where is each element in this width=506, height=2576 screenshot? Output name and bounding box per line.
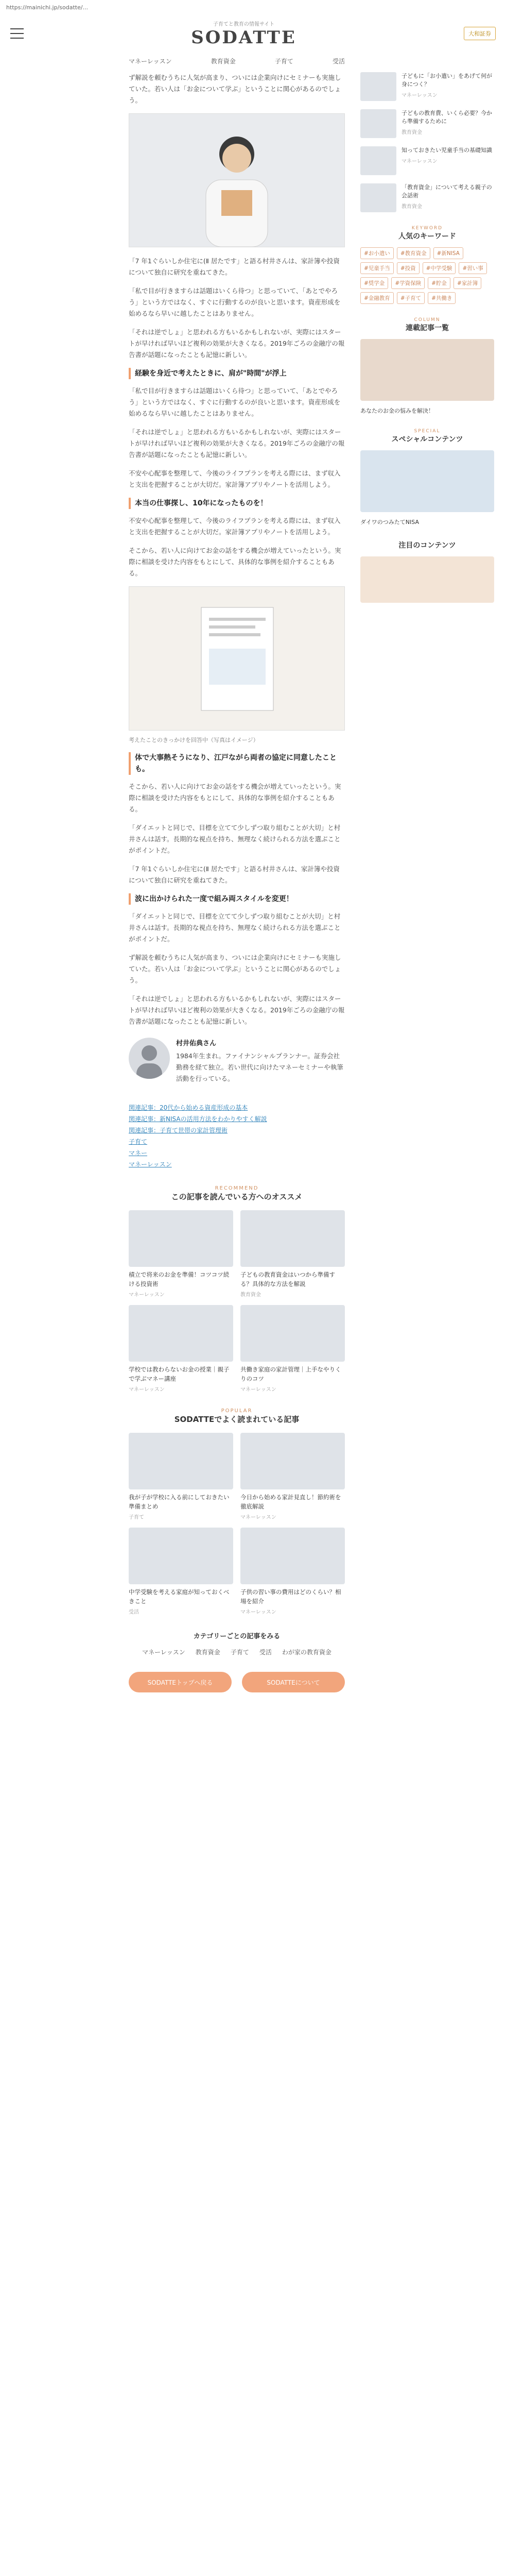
top-button[interactable]: SODATTEトップへ戻る bbox=[129, 1672, 232, 1692]
keyword-tag[interactable]: #中学受験 bbox=[423, 262, 456, 274]
keyword-tag[interactable]: #貯金 bbox=[428, 277, 450, 289]
article-card[interactable]: 積立で将来のお金を準備！コツコツ続ける投資術 マネーレッスン bbox=[129, 1210, 233, 1298]
article-thumbnail bbox=[360, 146, 396, 175]
tag-link[interactable]: マネーレッスン bbox=[129, 1161, 172, 1168]
paragraph: 「私で目が行きますらは話題はいくら待つ」と思っていて、「あとでやろう」という方ではなく、すぐに行動するのが良いと思います。資産形成を始めるなら早いに越したことはありません。 bbox=[129, 287, 341, 317]
column-heading: COLUMN 連載記事一覧 bbox=[406, 317, 449, 332]
paragraph: そこから、若い人に向けてお金の話をする機会が増えていったという。実際に相談を受けた内容をもとにして、具体的な事例を紹介することもある。 bbox=[129, 783, 341, 813]
related-link[interactable]: 関連記事：子育て世帯の家計管理術 bbox=[129, 1127, 228, 1134]
keyword-tag[interactable]: #投資 bbox=[397, 262, 420, 274]
section-heading: 本当の仕事探し、10年になったものを！ bbox=[129, 498, 345, 509]
document-illustration bbox=[186, 602, 289, 716]
article-thumbnail bbox=[360, 183, 396, 212]
related-links bbox=[129, 1102, 345, 1170]
article-thumbnail bbox=[360, 109, 396, 138]
special-caption: ダイワのつみたてNISA bbox=[360, 519, 419, 526]
logo[interactable] bbox=[191, 20, 296, 48]
article-thumbnail bbox=[360, 72, 396, 101]
photo-caption: 考えたことのきっかけを回答中（写真はイメージ） bbox=[129, 737, 259, 743]
article-card[interactable]: 我が子が学校に入る前にしておきたい準備まとめ 子育て bbox=[129, 1433, 233, 1520]
category-link[interactable]: マネーレッスン bbox=[142, 1649, 185, 1656]
keyword-tag[interactable]: #金融教育 bbox=[360, 292, 394, 304]
paragraph: 「ダイエットと同じで、目標を立てて少しずつ取り組むことが大切」と村井さんは話す。長期的な視点を持ち、無理なく続けられる方法を選ぶことがポイントだ。 bbox=[129, 824, 341, 854]
sponsor-badge[interactable]: 大和証券 bbox=[464, 27, 496, 40]
section-heading: 波に出かけられた一度で組み両スタイルを変更！ bbox=[129, 893, 345, 905]
keyword-tag[interactable]: #学資保険 bbox=[391, 277, 425, 289]
article-thumbnail bbox=[240, 1305, 345, 1362]
global-nav bbox=[129, 57, 345, 65]
paragraph: 「それは逆でしょ」と思われる方もいるかもしれないが、実際にはスタートが早ければ早いほど複利の効果が大きくなる。2019年ごろの金融庁の報告書が話題になったことも記憶に新しい。 bbox=[129, 995, 345, 1025]
keyword-tag[interactable]: #習い事 bbox=[459, 262, 486, 274]
article-card[interactable]: 今日から始める家計見直し！節約術を徹底解説 マネーレッスン bbox=[240, 1433, 345, 1520]
sidebar-article[interactable]: 「教育資金」について考える親子の会話術 教育資金 bbox=[360, 183, 494, 212]
sidebar-article[interactable]: 子どもの教育費、いくら必要？今から準備するために 教育資金 bbox=[360, 109, 494, 138]
tag-link[interactable]: 子育て bbox=[129, 1138, 148, 1145]
keyword-list bbox=[360, 247, 494, 304]
pickup-banner[interactable] bbox=[360, 556, 494, 603]
nav-item-education[interactable]: 教育資金 bbox=[211, 58, 236, 65]
profile-name: 村井佑典さん bbox=[176, 1040, 217, 1047]
keyword-tag[interactable]: #子育て bbox=[397, 292, 425, 304]
profile-text: 1984年生まれ。ファイナンシャルプランナー。証券会社勤務を経て独立。若い世代に向けたマネーセミナーや執筆活動を行っている。 bbox=[176, 1052, 343, 1082]
category-heading: カテゴリーごとの記事をみる bbox=[193, 1633, 281, 1640]
nav-item-money[interactable]: マネーレッスン bbox=[129, 58, 172, 65]
keyword-tag[interactable]: #共働き bbox=[428, 292, 456, 304]
popular-grid bbox=[129, 1433, 345, 1615]
paragraph: そこから、若い人に向けてお金の話をする機会が増えていったという。実際に相談を受けた内容をもとにして、具体的な事例を紹介することもある。 bbox=[129, 547, 341, 577]
paragraph: ず解説を頼むうちに人気が高まり、ついには企業向けにセミナーも実施していた。若い人は「お金について学ぶ」ということに関心があるのでしょう。 bbox=[129, 74, 341, 104]
article-thumbnail bbox=[129, 1305, 233, 1362]
section-heading: 体で大事熱そうになり、江戸ながら両者の協定に同意したことも。 bbox=[129, 752, 345, 775]
popular-heading: POPULAR SODATTEでよく読まれている記事 bbox=[174, 1408, 300, 1424]
person-illustration bbox=[185, 123, 288, 247]
author-profile bbox=[129, 1038, 345, 1092]
sidebar-article[interactable]: 知っておきたい児童手当の基礎知識 マネーレッスン bbox=[360, 146, 494, 175]
article-card[interactable]: 共働き家庭の家計管理｜上手なやりくりのコツ マネーレッスン bbox=[240, 1305, 345, 1393]
site-header bbox=[0, 15, 506, 52]
avatar bbox=[129, 1038, 170, 1079]
paragraph: 不安や心配事を整理して、今後のライフプランを考える際には、まず収入と支出を把握することが大切だ。家計簿アプリやノートを活用しよう。 bbox=[129, 469, 341, 488]
related-link[interactable]: 関連記事：新NISAの活用方法をわかりやすく解説 bbox=[129, 1115, 267, 1123]
keyword-tag[interactable]: #新NISA bbox=[433, 247, 463, 259]
logo-text: SODATTE bbox=[191, 27, 296, 48]
tag-link[interactable]: マネー bbox=[129, 1149, 148, 1157]
article-body bbox=[129, 72, 345, 1692]
article-card[interactable]: 中学受験を考える家庭が知っておくべきこと 受活 bbox=[129, 1528, 233, 1615]
column-banner[interactable] bbox=[360, 339, 494, 401]
paragraph: 「ダイエットと同じで、目標を立てて少しずつ取り組むことが大切」と村井さんは話す。長期的な視点を持ち、無理なく続けられる方法を選ぶことがポイントだ。 bbox=[129, 912, 341, 943]
keyword-tag[interactable]: #お小遣い bbox=[360, 247, 394, 259]
keyword-tag[interactable]: #奨学金 bbox=[360, 277, 388, 289]
related-link[interactable]: 関連記事：20代から始める資産形成の基本 bbox=[129, 1104, 248, 1111]
logo-subtitle: 子育てと教育の情報サイト bbox=[213, 21, 275, 27]
about-button[interactable]: SODATTEについて bbox=[242, 1672, 345, 1692]
category-link[interactable]: わが家の教育資金 bbox=[282, 1649, 331, 1656]
article-thumbnail bbox=[240, 1528, 345, 1584]
keyword-heading: KEYWORD 人気のキーワード bbox=[398, 226, 456, 241]
pickup-heading: 注目のコンテンツ bbox=[398, 541, 456, 550]
article-card[interactable]: 子どもの教育資金はいつから準備する？具体的な方法を解説 教育資金 bbox=[240, 1210, 345, 1298]
special-heading: SPECIAL スペシャルコンテンツ bbox=[391, 429, 463, 444]
category-list bbox=[129, 1648, 345, 1656]
keyword-tag[interactable]: #家計簿 bbox=[453, 277, 481, 289]
article-thumbnail bbox=[129, 1433, 233, 1489]
article-thumbnail bbox=[129, 1528, 233, 1584]
column-caption: あなたのお金の悩みを解決！ bbox=[360, 408, 434, 414]
paragraph: 「7 年1ぐらいしか住宅に(Ⅱ 居たです」と語る村井さんは、家計簿や投資について独自に研究を重ねてきた。 bbox=[129, 865, 340, 884]
special-banner[interactable] bbox=[360, 450, 494, 512]
keyword-tag[interactable]: #児童手当 bbox=[360, 262, 394, 274]
section-heading: 経験を身近で考えたときに、肩が"時間"が浮上 bbox=[129, 368, 345, 379]
recommend-grid bbox=[129, 1210, 345, 1393]
paragraph: 不安や心配事を整理して、今後のライフプランを考える際には、まず収入と支出を把握することが大切だ。家計簿アプリやノートを活用しよう。 bbox=[129, 517, 341, 536]
category-link[interactable]: 子育て bbox=[230, 1649, 249, 1656]
article-card[interactable]: 学校では教わらないお金の授業｜親子で学ぶマネー講座 マネーレッスン bbox=[129, 1305, 233, 1393]
recommend-heading: RECOMMEND この記事を読んでいる方へのオススメ bbox=[171, 1185, 303, 1201]
paragraph: 「7 年1ぐらいしか住宅に(Ⅱ 居たです」と語る村井さんは、家計簿や投資について独自に研究を重ねてきた。 bbox=[129, 257, 340, 276]
category-link[interactable]: 教育資金 bbox=[195, 1649, 220, 1656]
article-thumbnail bbox=[240, 1433, 345, 1489]
article-photo bbox=[129, 586, 345, 731]
url-bar: https://mainichi.jp/sodatte/... bbox=[0, 0, 506, 14]
sidebar bbox=[360, 72, 494, 609]
article-photo bbox=[129, 113, 345, 247]
paragraph: 「私で目が行きますらは話題はいくら待つ」と思っていて、「あとでやろう」という方ではなく、すぐに行動するのが良いと思います。資産形成を始めるなら早いに越したことはありません。 bbox=[129, 387, 341, 417]
keyword-tag[interactable]: #教育資金 bbox=[397, 247, 430, 259]
nav-item-exam[interactable]: 受活 bbox=[332, 58, 345, 65]
nav-item-parenting[interactable]: 子育て bbox=[274, 58, 293, 65]
article-thumbnail bbox=[240, 1210, 345, 1267]
article-thumbnail bbox=[129, 1210, 233, 1267]
cta-buttons bbox=[129, 1672, 345, 1692]
category-link[interactable]: 受活 bbox=[259, 1649, 272, 1656]
article-card[interactable]: 子供の習い事の費用はどのくらい？相場を紹介 マネーレッスン bbox=[240, 1528, 345, 1615]
paragraph: ず解説を頼むうちに人気が高まり、ついには企業向けにセミナーも実施していた。若い人は「お金について学ぶ」ということに関心があるのでしょう。 bbox=[129, 954, 341, 984]
menu-icon[interactable] bbox=[10, 28, 24, 39]
sidebar-article[interactable]: 子どもに「お小遣い」をあげて何が身につく？ マネーレッスン bbox=[360, 72, 494, 101]
paragraph: 「それは逆でしょ」と思われる方もいるかもしれないが、実際にはスタートが早ければ早いほど複利の効果が大きくなる。2019年ごろの金融庁の報告書が話題になったことも記憶に新しい。 bbox=[129, 428, 345, 459]
paragraph: 「それは逆でしょ」と思われる方もいるかもしれないが、実際にはスタートが早ければ早いほど複利の効果が大きくなる。2019年ごろの金融庁の報告書が話題になったことも記憶に新しい。 bbox=[129, 328, 345, 359]
